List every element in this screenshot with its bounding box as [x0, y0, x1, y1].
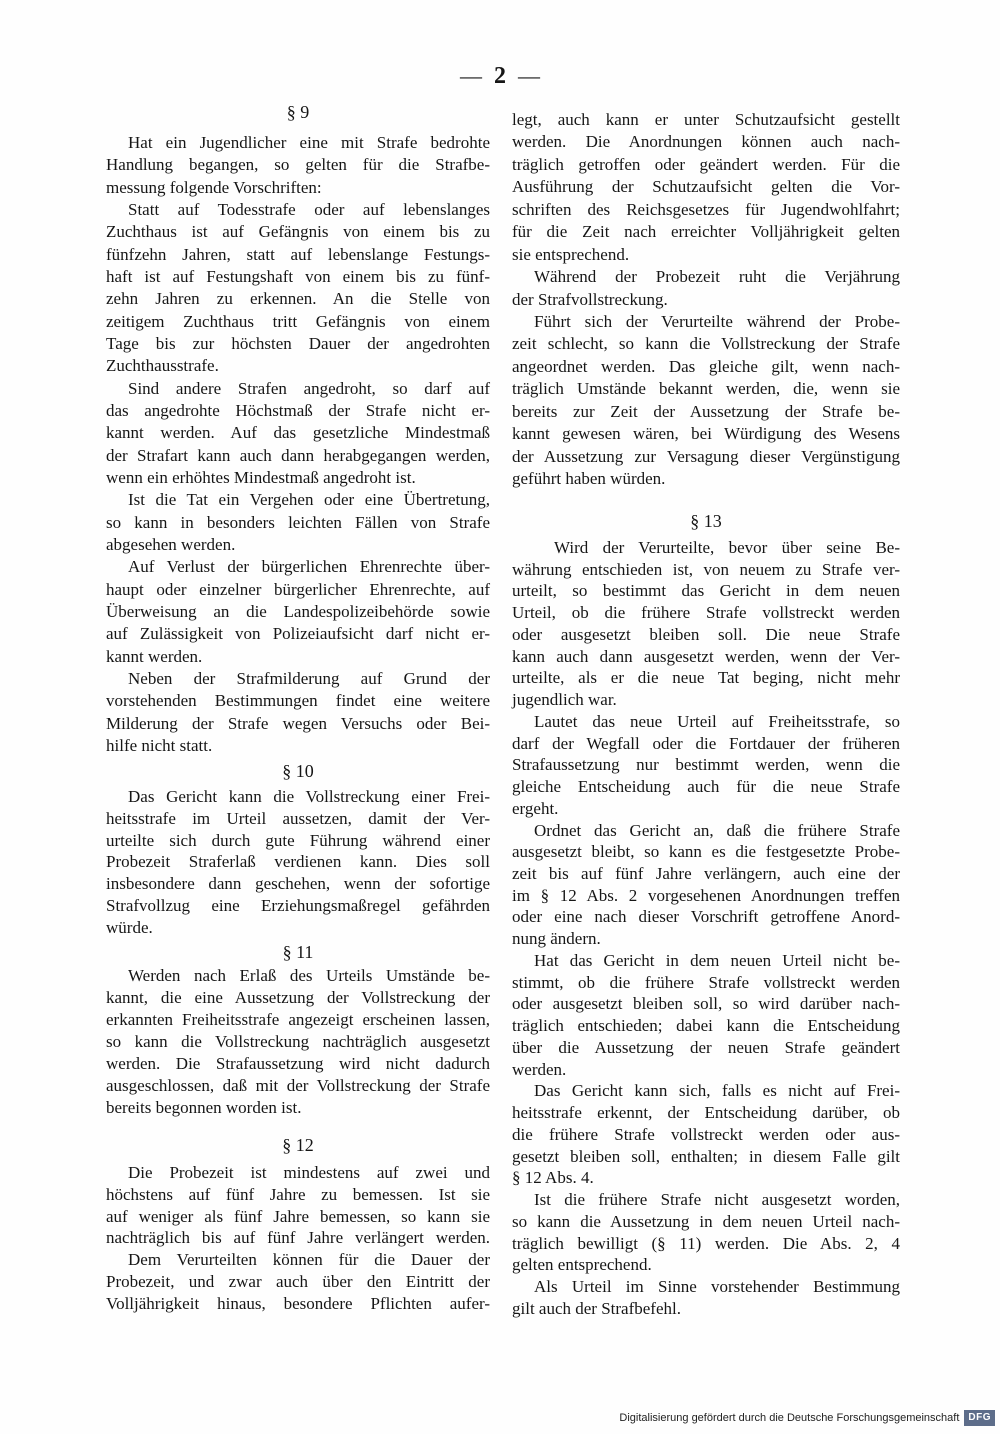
text-line: für die Zeit nach erreichter Volljährigkeit gelten	[512, 222, 900, 242]
text-line: Das Gericht kann die Vollstreckung einer Frei-	[128, 787, 490, 806]
text-line: bereits begonnen worden ist.	[106, 1098, 302, 1117]
text-line: so kann in besonders leichten Fällen von Strafe	[106, 512, 490, 532]
paragraph	[106, 1249, 490, 1314]
text-line: nung ändern.	[512, 929, 601, 949]
text-line: Strafvollzug eine Erziehungsmaßregel gefährden	[106, 896, 490, 916]
text-line: gesetzt bleiben soll, enthalten; in diesem Falle gilt	[512, 1146, 900, 1166]
dash-left: —	[460, 63, 482, 88]
text-line: das angedrohte Höchstmaß der Strafe nicht er-	[106, 400, 490, 420]
text-line: darf der Wegfall oder die Fortdauer der früheren	[512, 733, 900, 753]
text-line: Auf Verlust der bürgerlichen Ehrenrechte über-	[128, 557, 490, 577]
text-line: schriften des Reichsgesetzes für Jugendwohlfahrt;	[512, 199, 900, 219]
text-line: Zuchthaus ist auf Gefängnis von einem bis zu	[106, 222, 490, 242]
text-line: Sind andere Strafen angedroht, so darf auf	[128, 378, 490, 398]
text-line: ergeht.	[512, 798, 559, 818]
text-line: so kann die Vollstreckung nachträglich ausgesetzt	[106, 1032, 490, 1051]
paragraph	[512, 537, 900, 711]
text-line: Ausführung der Schutzaufsicht gelten die Vor-	[512, 177, 900, 197]
text-line: zehn Jahren zu erkennen. An die Stelle von	[106, 289, 490, 309]
left-column	[106, 0, 490, 1434]
text-line: stimmt, ob die frühere Strafe vollstreckt werden	[512, 972, 900, 992]
text-line: zeit schlecht, so kann die Vollstreckung der Strafe	[512, 334, 900, 354]
text-line: angeordnet werden. Das gleiche gilt, wenn nach-	[512, 356, 900, 376]
text-line: so kann die Aussetzung in dem neuen Urteil nach-	[512, 1211, 900, 1231]
text-line: Wird der Verurteilte, bevor über seine Be-	[554, 538, 900, 557]
section-body	[106, 965, 490, 1119]
paragraph	[512, 820, 900, 950]
paragraph	[106, 556, 490, 668]
paragraph	[512, 266, 900, 311]
text-line: Tage bis zur höchsten Dauer der angedrohten	[106, 333, 490, 353]
text-line: auf Zulässigkeit von Polizeiaufsicht darf nicht er-	[106, 624, 490, 644]
text-line: würde.	[106, 917, 153, 937]
text-line: Das Gericht kann sich, falls es nicht auf Frei-	[534, 1081, 900, 1101]
text-line: gelten entsprechend.	[512, 1255, 652, 1275]
paragraph	[106, 132, 490, 199]
section-body	[106, 1162, 490, 1315]
text-line: ausgeschlossen, daß mit der Vollstreckung der Strafe	[106, 1076, 490, 1095]
right-column	[512, 0, 900, 1434]
text-line: Überweisung an die Landespolizeibehörde sowie	[106, 601, 490, 621]
paragraph	[512, 1276, 900, 1319]
text-line: oder ausgesetzt bleiben soll, so wird darüber nach-	[512, 994, 900, 1014]
text-line: erkannten Freiheitsstrafe angezeigt erscheinen lassen,	[106, 1010, 490, 1029]
paragraph	[512, 1080, 900, 1189]
text-line: Als Urteil im Sinne vorstehender Bestimmung	[534, 1276, 900, 1296]
text-line: zeitigem Zuchthaus tritt Gefängnis von einem	[106, 311, 490, 331]
section-body	[512, 537, 900, 1319]
text-line: Ist die frühere Strafe nicht ausgesetzt worden,	[534, 1190, 900, 1210]
text-line: oder ausgesetzt bleiben soll. Die neue Strafe	[512, 624, 900, 644]
text-line: Handlung begangen, so gelten für die Strafbe-	[106, 155, 490, 175]
section-heading: § 11	[282, 942, 314, 962]
text-line: oder eine nach dieser Vorschrift getroffene Anord-	[512, 907, 900, 927]
text-line: über die Aussetzung der neuen Strafe geändert	[512, 1037, 900, 1057]
text-line: Statt auf Todesstrafe oder auf lebenslanges	[128, 199, 490, 219]
text-line: Die Probezeit ist mindestens auf zwei und	[128, 1163, 490, 1182]
text-line: sie entsprechend.	[512, 244, 630, 264]
text-line: geführt haben würden.	[512, 469, 666, 488]
text-line: Dem Verurteilten können für die Dauer der	[128, 1250, 490, 1270]
text-line: die frühere Strafe vollstreckt werden oder aus-	[512, 1124, 900, 1144]
text-line: Zuchthausstrafe.	[106, 356, 219, 376]
text-line: auf weniger als fünf Jahre bemessen, so kann sie	[106, 1206, 490, 1226]
text-line: haft ist auf Festungshaft von einem bis zu fünf-	[106, 266, 490, 286]
text-line: Volljährigkeit hinaus, besondere Pflichten aufer-	[106, 1293, 490, 1313]
dfg-logo: DFG	[964, 1410, 995, 1426]
text-line: der Strafvollstreckung.	[512, 289, 668, 309]
section-body-continued	[512, 109, 900, 490]
text-line: höchstens auf fünf Jahre zu bemessen. Ist sie	[106, 1184, 490, 1204]
text-line: gleiche Entscheidung auch für die neue Strafe	[512, 777, 900, 797]
text-line: träglich entschieden; dabei kann die Entscheidung	[512, 1016, 900, 1036]
text-line: kannt werden. Auf das gesetzliche Mindestmaß	[106, 423, 490, 443]
text-line: jugendlich war.	[512, 690, 617, 710]
text-line: werden. Die Strafaussetzung wird nicht dadurch	[106, 1054, 490, 1073]
text-line: urteilte sich durch gute Führung während einer	[106, 830, 490, 850]
text-line: zeit bis auf fünf Jahre verlängern, auch eine der	[512, 864, 900, 884]
text-line: Probezeit Straferlaß verdienen kann. Dies soll	[106, 852, 490, 872]
text-line: § 12 Abs. 4.	[512, 1168, 594, 1188]
paragraph	[106, 378, 490, 490]
text-line: haupt oder einzelner bürgerlicher Ehrenrechte, auf	[106, 579, 490, 599]
footer-credit	[619, 1410, 995, 1426]
text-line: träglich getroffen oder geändert werden. Für die	[512, 154, 900, 174]
section-heading: § 10	[282, 761, 314, 781]
paragraph	[106, 965, 490, 1119]
text-line: Ist die Tat ein Vergehen oder eine Übertretung,	[128, 490, 490, 510]
text-line: träglich bewilligt (§ 11) werden. Die Abs. 2, 4	[512, 1233, 900, 1253]
text-line: der Aussetzung zur Versagung dieser Vergünstigung	[512, 446, 900, 466]
text-line: bereits zur Zeit der Aussetzung der Strafe be-	[512, 401, 900, 421]
paragraph	[512, 311, 900, 491]
dash-right: —	[518, 63, 540, 88]
text-line: abgesehen werden.	[106, 534, 236, 554]
section-heading: § 9	[286, 102, 310, 122]
paragraph	[512, 711, 900, 820]
text-line: währung entschieden ist, von neuem zu Strafe ver-	[512, 559, 900, 579]
text-line: gilt auch der Strafbefehl.	[512, 1298, 681, 1318]
text-line: Ordnet das Gericht an, daß die frühere Strafe	[534, 820, 900, 840]
paragraph	[106, 1162, 490, 1249]
section-heading: § 12	[282, 1135, 314, 1155]
text-line: der Strafart kann auch dann herabgegangen werden,	[106, 445, 490, 465]
paragraph	[106, 786, 490, 939]
text-line: Hat das Gericht in dem neuen Urteil nicht be-	[534, 950, 900, 970]
text-line: Während der Probezeit ruht die Verjährung	[534, 267, 900, 287]
text-line: vorstehenden Bestimmungen findet eine weitere	[106, 691, 490, 711]
text-line: kannt, die eine Aussetzung der Vollstreckung der	[106, 988, 490, 1007]
text-line: Lautet das neue Urteil auf Freiheitsstrafe, so	[534, 711, 900, 731]
page-number: 2	[494, 63, 506, 89]
text-line: Führt sich der Verurteilte während der Probe-	[534, 311, 900, 331]
paragraph	[106, 199, 490, 378]
text-line: Urteil, ob die frühere Strafe vollstreckt werden	[512, 603, 900, 623]
section-body	[106, 786, 490, 939]
text-line: urteilt, so bestimmt das Gericht in dem neuen	[512, 581, 900, 601]
text-line: kann auch dann ausgesetzt werden, wenn der Ver-	[512, 646, 900, 666]
text-line: Hat ein Jugendlicher eine mit Strafe bedrohte	[128, 133, 490, 152]
text-line: Werden nach Erlaß des Urteils Umstände be-	[128, 966, 490, 985]
text-line: werden.	[512, 1059, 567, 1079]
text-line: messung folgende Vorschriften:	[106, 177, 322, 197]
text-line: wenn ein erhöhtes Mindestmaß angedroht ist.	[106, 467, 416, 487]
text-line: kannt gewesen wären, bei Würdigung des Wesens	[512, 424, 900, 444]
paragraph	[106, 668, 490, 757]
text-line: träglich Umstände bekannt werden, die, wenn sie	[512, 379, 900, 399]
section-heading: § 13	[690, 511, 722, 531]
text-line: Neben der Strafmilderung auf Grund der	[128, 668, 490, 688]
text-line: im § 12 Abs. 2 vorgesehenen Anordnungen treffen	[512, 885, 900, 905]
paragraph	[512, 950, 900, 1080]
text-line: legt, auch kann er unter Schutzaufsicht gestellt	[512, 110, 900, 129]
text-line: heitsstrafe im Urteil aussetzen, damit der Ver-	[106, 808, 490, 828]
text-line: heitsstrafe erkennt, der Entscheidung darüber, ob	[512, 1103, 900, 1123]
text-line: ausgesetzt bleibt, so kann es die festgesetzte Probe-	[512, 842, 900, 862]
text-line: urteilte, als er die neue Tat beging, nicht mehr	[512, 668, 900, 688]
section-body	[106, 132, 490, 757]
text-line: insbesondere dann geschehen, wenn der sofortige	[106, 874, 490, 894]
text-line: Probezeit, und zwar auch über den Eintritt der	[106, 1272, 490, 1292]
footer-credit-text: Digitalisierung gefördert durch die Deutsche Forschungsgemeinschaft	[619, 1412, 960, 1424]
text-line: Milderung der Strafe wegen Versuchs oder Bei-	[106, 713, 490, 733]
text-line: fünfzehn Jahren, statt auf lebenslange Festungs-	[106, 244, 490, 264]
text-line: kannt werden.	[106, 646, 203, 666]
text-line: Strafaussetzung nur bestimmt werden, wenn die	[512, 755, 900, 775]
text-line: nachträglich bis auf fünf Jahre verlängert werden.	[106, 1228, 490, 1248]
paragraph-continuation	[512, 109, 900, 266]
text-line: werden. Die Anordnungen können auch nach-	[512, 132, 900, 152]
paragraph	[512, 1189, 900, 1276]
text-line: hilfe nicht statt.	[106, 735, 213, 755]
paragraph	[106, 489, 490, 556]
